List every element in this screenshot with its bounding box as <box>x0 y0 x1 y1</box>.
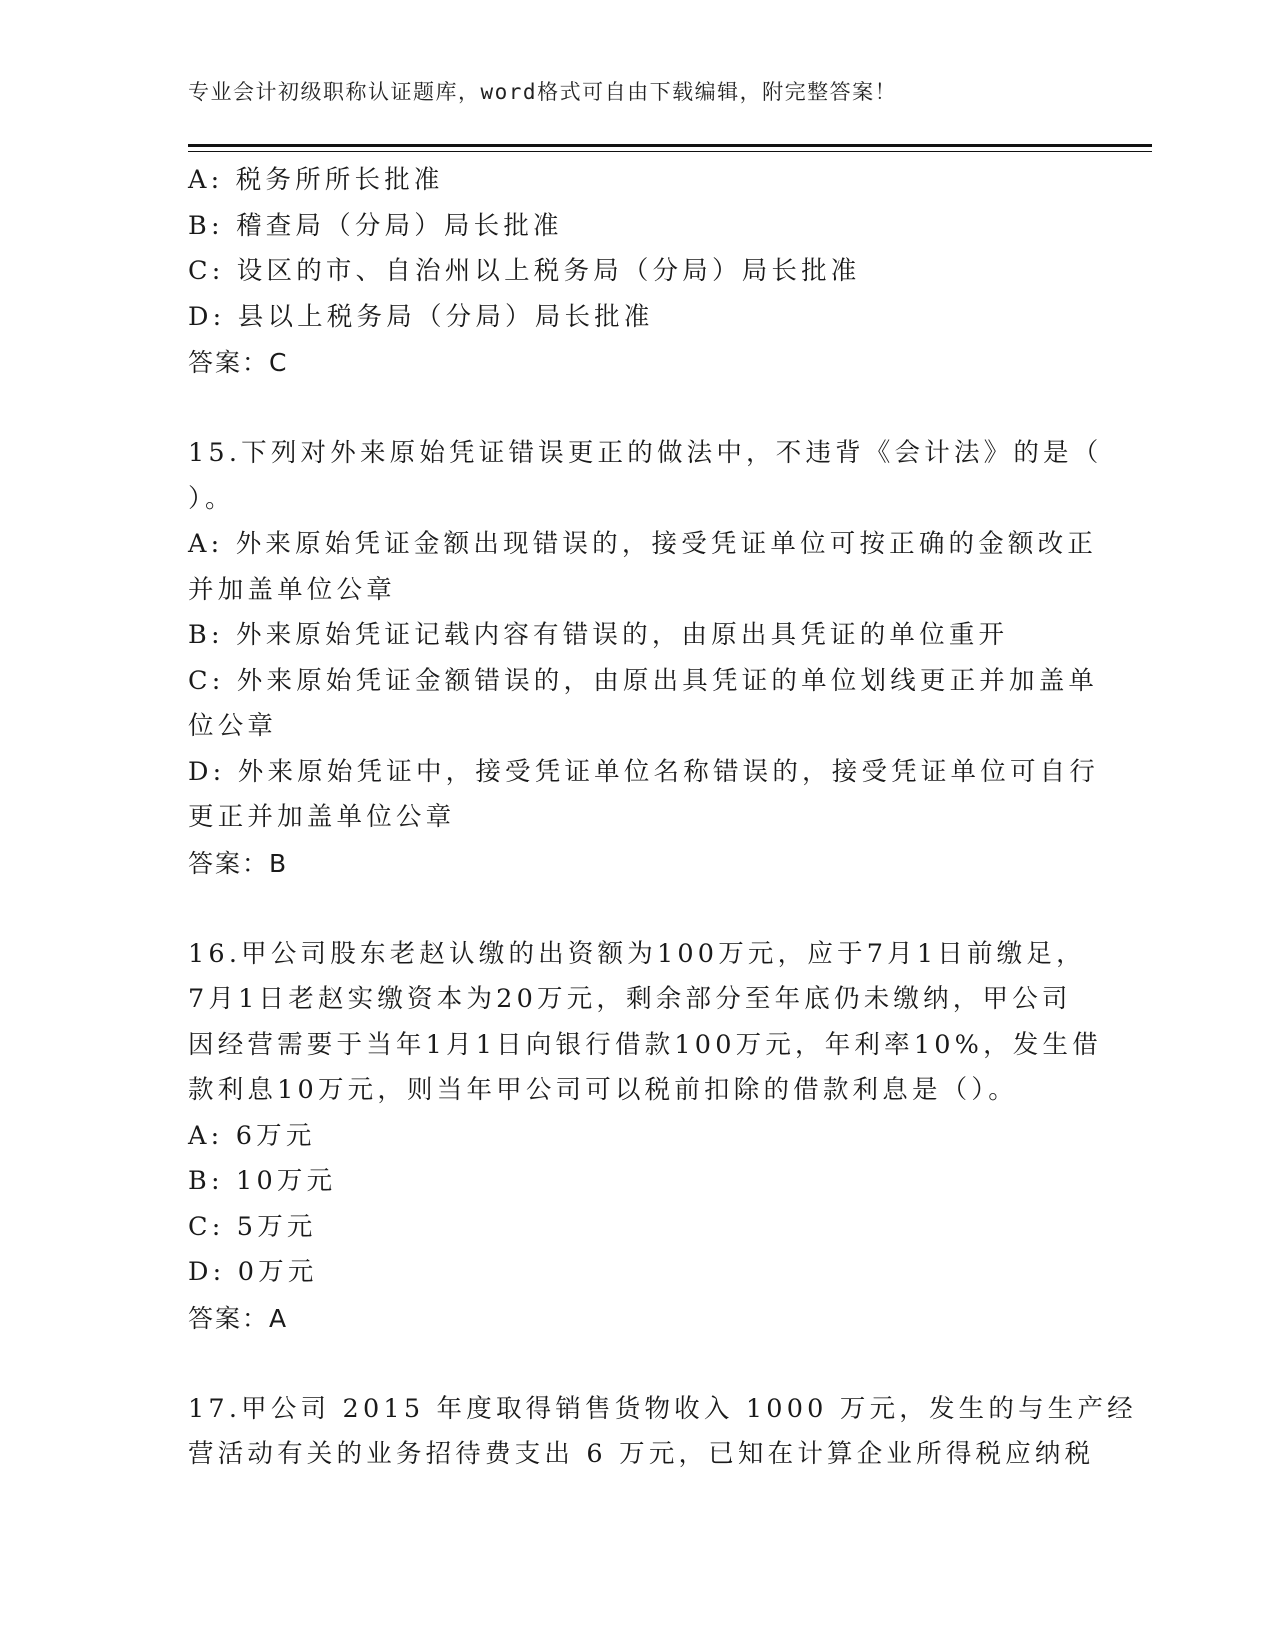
page-header: 专业会计初级职称认证题库，word格式可自由下载编辑，附完整答案！ <box>188 80 898 104</box>
option-c: C: 设区的市、自治州以上税务局（分局）局长批准 <box>188 256 861 286</box>
option-b: B: 10万元 <box>188 1166 337 1196</box>
option-d: D: 0万元 <box>188 1257 318 1287</box>
answer: 答案：C <box>188 348 289 377</box>
option-b: B: 稽查局（分局）局长批准 <box>188 210 563 241</box>
option-a: A: 税务所所长批准 <box>188 165 444 195</box>
answer: 答案：B <box>188 848 289 878</box>
question-16 <box>188 932 1102 1342</box>
header-rule-thin <box>188 151 1152 152</box>
answer: 答案：A <box>188 1303 289 1333</box>
question-stem: 16.甲公司股东老赵认缴的出资额为100万元，应于7月1日前缴足， <box>188 938 1086 969</box>
option-d: D: 外来原始凭证中，接受凭证单位名称错误的，接受凭证单位可自行 <box>188 756 1100 787</box>
option-c: C: 5万元 <box>188 1211 317 1242</box>
question-stem: 17.甲公司 2015 年度取得销售货物收入 1000 万元，发生的与生产经 <box>188 1393 1137 1424</box>
option-a-cont: 并加盖单位公章 <box>188 574 396 605</box>
question-stem: 因经营需要于当年1月1日向银行借款100万元，年利率10%，发生借 <box>188 1029 1102 1060</box>
question-stem: 款利息10万元，则当年甲公司可以税前扣除的借款利息是（）。 <box>188 1075 1018 1105</box>
spacer <box>188 1341 1088 1387</box>
spacer <box>188 386 1088 432</box>
option-d: D: 县以上税务局（分局）局长批准 <box>188 301 654 332</box>
question-stem: 营活动有关的业务招待费支出 6 万元，已知在计算企业所得税应纳税 <box>188 1439 1095 1469</box>
option-a: A: 6万元 <box>188 1120 316 1151</box>
question-stem: ）。 <box>188 483 235 514</box>
question-stem: 15.下列对外来原始凭证错误更正的做法中，不违背《会计法》的是（ <box>188 438 1103 468</box>
question-content <box>188 158 1137 1478</box>
option-d-cont: 更正并加盖单位公章 <box>188 802 456 832</box>
header-rule-thick <box>188 144 1152 147</box>
question-14 <box>188 158 1088 386</box>
option-c: C: 外来原始凭证金额错误的，由原出具凭证的单位划线更正并加盖单 <box>188 665 1099 696</box>
option-c-cont: 位公章 <box>188 711 278 741</box>
question-stem: 7月1日老赵实缴资本为20万元，剩余部分至年底仍未缴纳，甲公司 <box>188 984 1072 1014</box>
option-b: B: 外来原始凭证记载内容有错误的，由原出具凭证的单位重开 <box>188 620 1009 650</box>
question-17 <box>188 1387 1137 1478</box>
spacer <box>188 886 1088 932</box>
question-15 <box>188 431 1103 886</box>
option-a: A: 外来原始凭证金额出现错误的，接受凭证单位可按正确的金额改正 <box>188 529 1098 559</box>
